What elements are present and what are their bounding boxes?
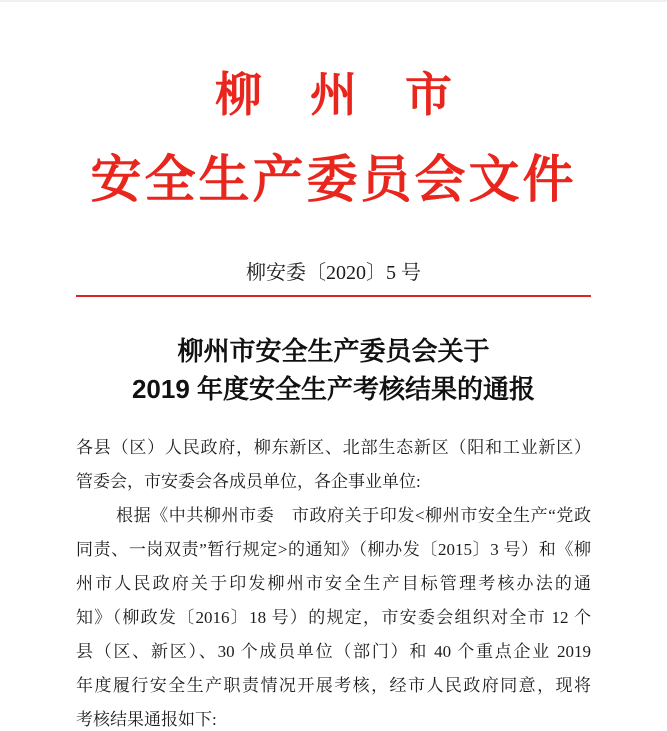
document-title <box>0 332 667 408</box>
letterhead-city-name: 柳州市 <box>215 70 500 122</box>
body-line: 根据《中共柳州市委 市政府关于印发<柳州市安全生产“党政 <box>116 506 591 525</box>
letterhead-divider-rule <box>76 295 591 297</box>
paragraph-main <box>76 499 591 731</box>
body-line: 年度履行安全生产职责情况开展考核，经市人民政府同意，现将 <box>76 676 591 695</box>
document-number: 柳安委〔2020〕5 号 <box>246 262 421 284</box>
body-line: 县（区、新区）、30 个成员单位（部门）和 40 个重点企业 2019 <box>76 642 591 661</box>
document-letterhead <box>0 72 667 209</box>
body-line: 考核结果通报如下: <box>76 710 217 729</box>
title-line-2: 2019 年度安全生产考核结果的通报 <box>131 374 536 404</box>
document-body <box>76 431 591 731</box>
body-line: 同责、一岗双责”暂行规定>的通知》（柳办发〔2015〕3 号）和《柳 <box>76 540 591 559</box>
body-line: 各县（区）人民政府，柳东新区、北部生态新区（阳和工业新区） <box>76 438 591 457</box>
body-line: 管委会，市安委会各成员单位，各企事业单位: <box>76 472 421 491</box>
body-line: 州市人民政府关于印发柳州市安全生产目标管理考核办法的通 <box>76 574 591 593</box>
paragraph-addressees <box>76 431 591 499</box>
letterhead-org-name: 安全生产委员会文件 <box>90 153 577 209</box>
title-line-1: 柳州市安全生产委员会关于 <box>177 336 490 366</box>
body-line: 知》（柳政发〔2016〕18 号）的规定，市安委会组织对全市 12 个 <box>76 608 591 627</box>
